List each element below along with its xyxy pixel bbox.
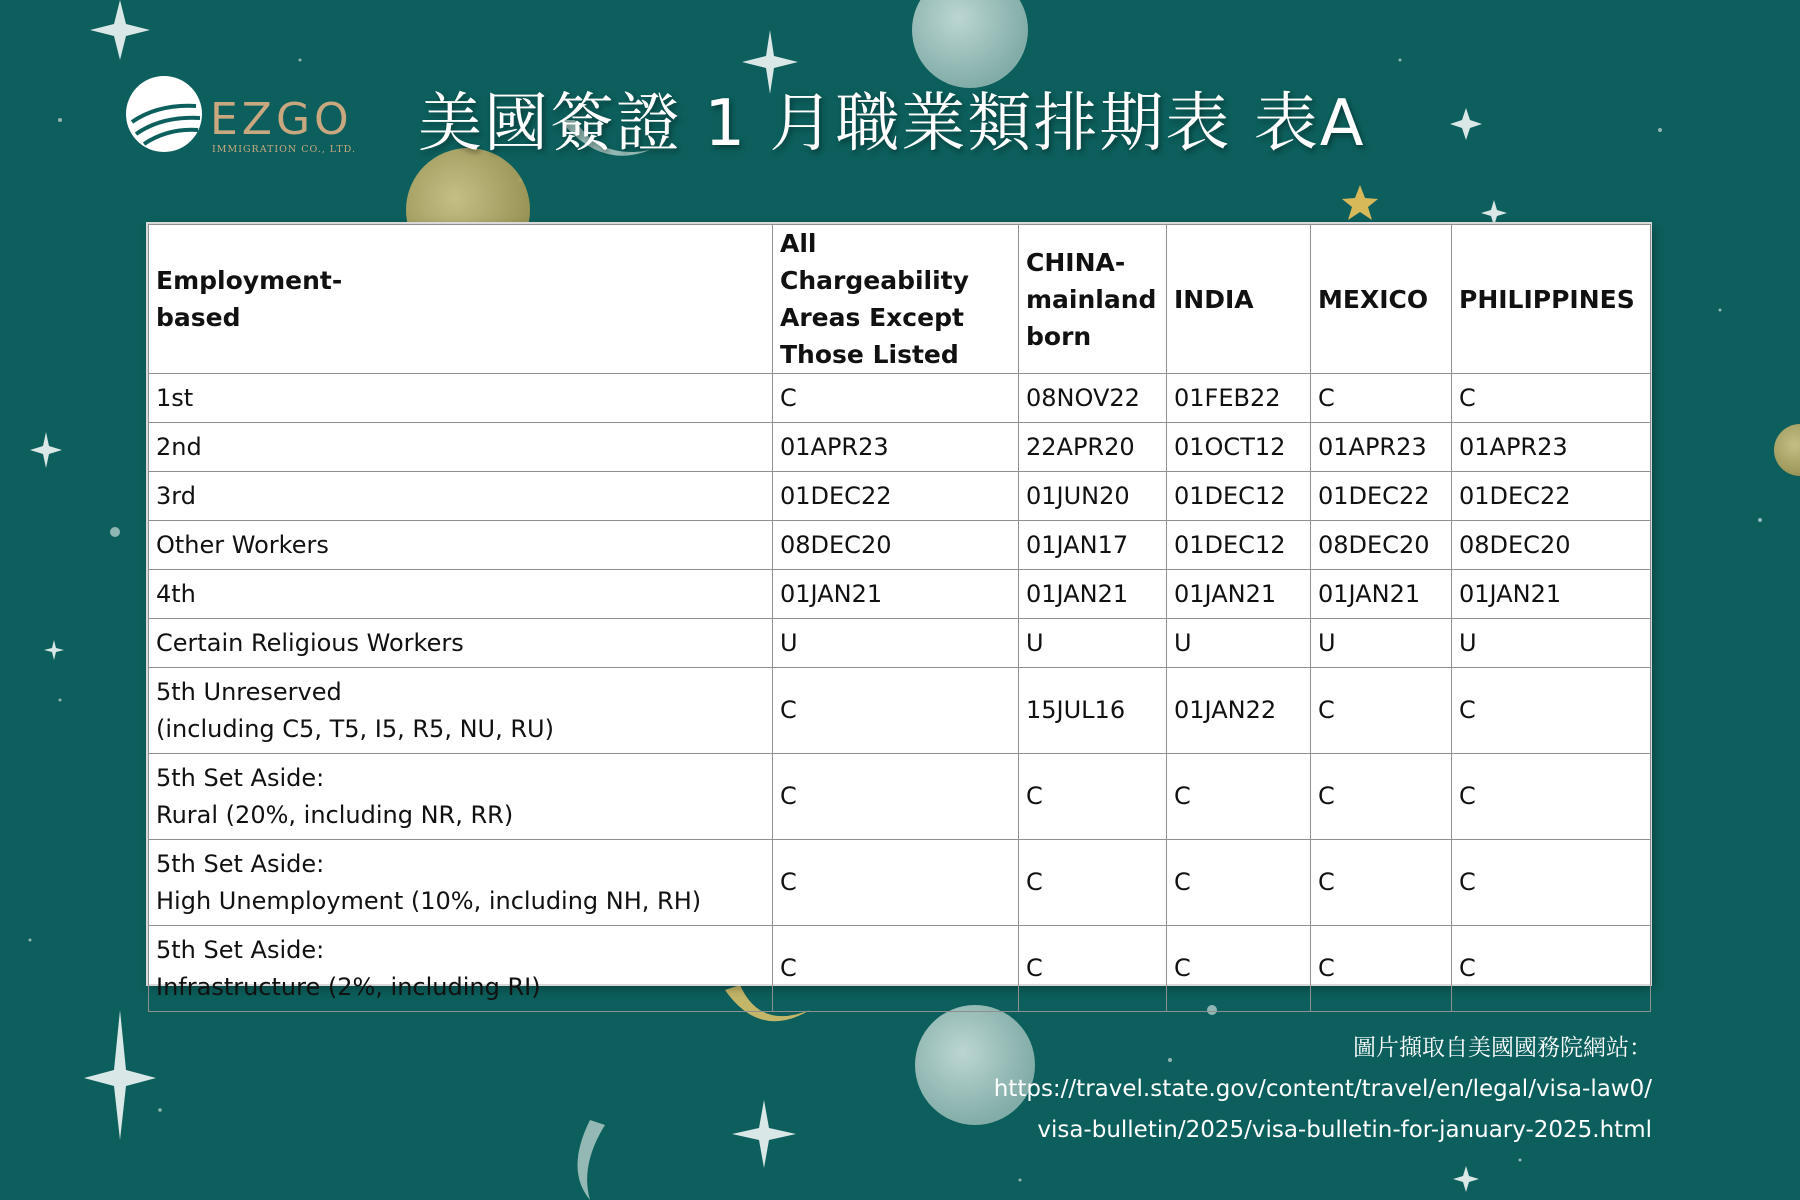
cell-value: 15JUL16 <box>1019 668 1167 754</box>
source-caption <box>994 1028 1652 1151</box>
cell-value: 01JAN21 <box>1019 570 1167 619</box>
cell-value: 08DEC20 <box>1452 521 1651 570</box>
header-all-chargeability: All Chargeability Areas Except Those Listed <box>773 225 1019 374</box>
cell-value: C <box>1019 926 1167 1012</box>
header-category-text: Employment- based <box>156 266 343 332</box>
cell-value: C <box>773 754 1019 840</box>
cell-value: 01JAN21 <box>1311 570 1452 619</box>
cell-value: 08NOV22 <box>1019 374 1167 423</box>
cell-value: U <box>773 619 1019 668</box>
cell-value: C <box>1311 374 1452 423</box>
table-row <box>149 926 1651 1012</box>
table-row <box>149 668 1651 754</box>
cell-value: C <box>773 840 1019 926</box>
table-row <box>149 374 1651 423</box>
row-category: 1st <box>149 374 773 423</box>
table-row <box>149 423 1651 472</box>
cell-value: 01APR23 <box>1311 423 1452 472</box>
cell-value: 01APR23 <box>773 423 1019 472</box>
header-philippines: PHILIPPINES <box>1452 225 1651 374</box>
page-title: 美國簽證 1 月職業類排期表 表A <box>418 87 1366 161</box>
cell-value: C <box>773 668 1019 754</box>
row-category: 4th <box>149 570 773 619</box>
cell-value: 01DEC12 <box>1167 521 1311 570</box>
ezgo-logo-icon <box>110 70 210 170</box>
cell-value: C <box>1311 754 1452 840</box>
row-category: 5th Set Aside: Infrastructure (2%, including RI) <box>149 926 773 1012</box>
cell-value: 01JAN21 <box>773 570 1019 619</box>
cell-value: 01JAN17 <box>1019 521 1167 570</box>
cell-value: U <box>1019 619 1167 668</box>
cell-value: U <box>1311 619 1452 668</box>
row-category: 3rd <box>149 472 773 521</box>
header-china: CHINA-mainland born <box>1019 225 1167 374</box>
cell-value: C <box>1452 926 1651 1012</box>
cell-value: 22APR20 <box>1019 423 1167 472</box>
logo-subtitle: IMMIGRATION CO., LTD. <box>212 144 356 155</box>
cell-value: C <box>1452 668 1651 754</box>
cell-value: C <box>1452 374 1651 423</box>
cell-value: C <box>1167 840 1311 926</box>
cell-value: U <box>1167 619 1311 668</box>
header-category <box>149 225 773 374</box>
cell-value: 01DEC22 <box>1311 472 1452 521</box>
row-category: Other Workers <box>149 521 773 570</box>
row-category: Certain Religious Workers <box>149 619 773 668</box>
cell-value: 01JUN20 <box>1019 472 1167 521</box>
table-header-row <box>149 225 1651 374</box>
source-label: 圖片擷取自美國國務院網站： <box>1353 1035 1652 1061</box>
table-row <box>149 570 1651 619</box>
logo-name: EZGO <box>210 94 353 145</box>
cell-value: 01DEC12 <box>1167 472 1311 521</box>
cell-value: 01JAN22 <box>1167 668 1311 754</box>
cell-value: 01APR23 <box>1452 423 1651 472</box>
cell-value: C <box>1452 754 1651 840</box>
cell-value: 08DEC20 <box>773 521 1019 570</box>
source-url-line-2[interactable]: visa-bulletin/2025/visa-bulletin-for-january-2025.html <box>1037 1117 1652 1143</box>
cell-value: 01DEC22 <box>1452 472 1651 521</box>
row-category: 5th Unreserved (including C5, T5, I5, R5, NU, RU) <box>149 668 773 754</box>
table-row <box>149 840 1651 926</box>
row-category: 5th Set Aside: High Unemployment (10%, including NH, RH) <box>149 840 773 926</box>
cell-value: C <box>773 926 1019 1012</box>
cell-value: C <box>1311 668 1452 754</box>
table-row <box>149 521 1651 570</box>
cell-value: C <box>1167 926 1311 1012</box>
visa-bulletin-table <box>148 224 1650 1001</box>
cell-value: 01FEB22 <box>1167 374 1311 423</box>
cell-value: 01JAN21 <box>1452 570 1651 619</box>
cell-value: 01DEC22 <box>773 472 1019 521</box>
source-url-line-1[interactable]: https://travel.state.gov/content/travel/en/legal/visa-law0/ <box>993 1076 1652 1102</box>
header-mexico: MEXICO <box>1311 225 1452 374</box>
cell-value: C <box>1311 840 1452 926</box>
row-category: 2nd <box>149 423 773 472</box>
row-category: 5th Set Aside: Rural (20%, including NR, RR) <box>149 754 773 840</box>
table-row <box>149 472 1651 521</box>
cell-value: C <box>1311 926 1452 1012</box>
cell-value: C <box>1019 754 1167 840</box>
table-row <box>149 754 1651 840</box>
cell-value: U <box>1452 619 1651 668</box>
header-india: INDIA <box>1167 225 1311 374</box>
cell-value: C <box>1452 840 1651 926</box>
cell-value: 08DEC20 <box>1311 521 1452 570</box>
cell-value: C <box>1019 840 1167 926</box>
cell-value: C <box>773 374 1019 423</box>
cell-value: 01OCT12 <box>1167 423 1311 472</box>
cell-value: C <box>1167 754 1311 840</box>
cell-value: 01JAN21 <box>1167 570 1311 619</box>
table-row <box>149 619 1651 668</box>
